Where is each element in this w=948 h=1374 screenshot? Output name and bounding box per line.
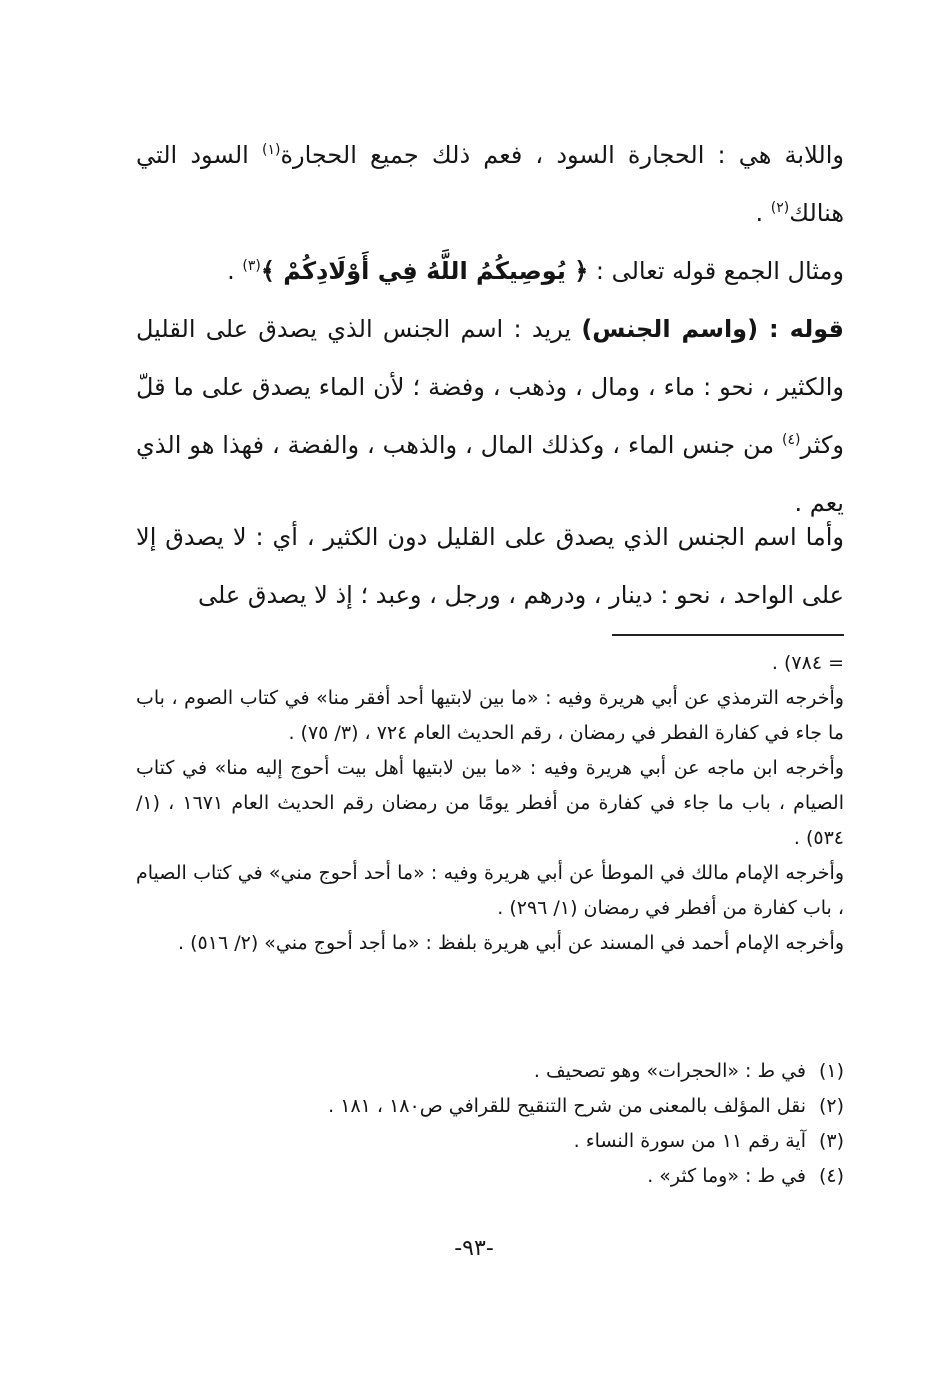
paragraph-2-lead: ومثال الجمع قوله تعالى : xyxy=(588,257,844,285)
footnote-ref-1: (١) xyxy=(261,142,281,158)
paragraph-2 xyxy=(136,242,844,300)
page-number: -٩٣- xyxy=(454,1236,494,1261)
footnote-2 xyxy=(136,1089,844,1124)
footnote-continuation-line: وأخرجه الإمام مالك في الموطأ عن أبي هريرة وفيه : «ما أحد أحوج مني» في كتاب الصيام ، باب كفارة من أفطر في رمضان (١/ ٢٩٦) . xyxy=(136,862,844,919)
footnote-continuation xyxy=(136,646,844,961)
paragraph-1-text-b: السود التي هنالك xyxy=(136,141,844,227)
paragraph-2-tail: . xyxy=(227,257,243,285)
footnote-separator xyxy=(612,634,844,636)
paragraph-3-text-b: من جنس الماء ، وكذلك المال ، والذهب ، والفضة ، فهذا هو الذي يعم . xyxy=(136,431,844,517)
footnote-number: (٣) xyxy=(818,1130,844,1152)
footnote-ref-4: (٤) xyxy=(782,432,801,448)
paragraph-1-text-a: واللابة هي : الحجارة السود ، فعم ذلك جميع الحجارة xyxy=(280,141,844,169)
paragraph-1-text-c: . xyxy=(755,199,771,227)
footnote-number: (١) xyxy=(818,1060,844,1082)
footnote-text: نقل المؤلف بالمعنى من شرح التنقيح للقرافي ص١٨٠ ، ١٨١ . xyxy=(328,1095,806,1117)
paragraph-4-text: وأما اسم الجنس الذي يصدق على القليل دون الكثير ، أي : لا يصدق إلا على الواحد ، نحو : دينار ، ودرهم ، ورجل ، وعبد ؛ إذ لا يصدق على xyxy=(136,523,844,609)
footnote-number: (٤) xyxy=(818,1165,844,1187)
footnote-1 xyxy=(136,1054,844,1089)
paragraph-3-text-a: يريد : اسم الجنس الذي يصدق على القليل والكثير ، نحو : ماء ، ومال ، وذهب ، وفضة ؛ لأن الماء يصدق على ما قلّ وكثر xyxy=(136,315,844,459)
paragraph-3 xyxy=(136,300,844,532)
footnote-ref-2: (٢) xyxy=(770,200,790,216)
footnote-number: (٢) xyxy=(818,1095,844,1117)
quran-verse: ﴿ يُوصِيكُمُ اللَّهُ فِي أَوْلَادِكُمْ ﴾ xyxy=(260,257,589,285)
footnote-continuation-line: وأخرجه الترمذي عن أبي هريرة وفيه : «ما بين لابتيها أحد أفقر منا» في كتاب الصوم ، باب ما جاء في كفارة الفطر في رمضان ، رقم الحديث العام ٧٢٤ ، (٣/ ٧٥) . xyxy=(136,687,844,744)
commentary-heading: قوله : (واسم الجنس) xyxy=(581,315,844,343)
footnote-4 xyxy=(136,1159,844,1194)
footnote-list xyxy=(136,1054,844,1194)
footnote-text: في ط : «الحجرات» وهو تصحيف . xyxy=(533,1060,806,1082)
footnote-continuation-line: = ٧٨٤) . xyxy=(771,652,844,674)
footnote-continuation-line: وأخرجه ابن ماجه عن أبي هريرة وفيه : «ما بين لابتيها أهل بيت أحوج إليه منا» في كتاب الصيام ، باب ما جاء في كفارة من أفطر يومًا من رمضان رقم الحديث العام ١٦٧١ ، (١/ ٥٣٤) . xyxy=(136,757,844,849)
footnote-text: آية رقم ١١ من سورة النساء . xyxy=(573,1130,806,1152)
footnote-continuation-line: وأخرجه الإمام أحمد في المسند عن أبي هريرة بلفظ : «ما أجد أحوج مني» (٢/ ٥١٦) . xyxy=(178,932,844,954)
footnote-3 xyxy=(136,1124,844,1159)
paragraph-1 xyxy=(136,126,844,242)
paragraph-4 xyxy=(136,508,844,624)
footnote-ref-3: (٣) xyxy=(242,258,261,274)
footnote-text: في ط : «وما كثر» . xyxy=(647,1165,806,1187)
